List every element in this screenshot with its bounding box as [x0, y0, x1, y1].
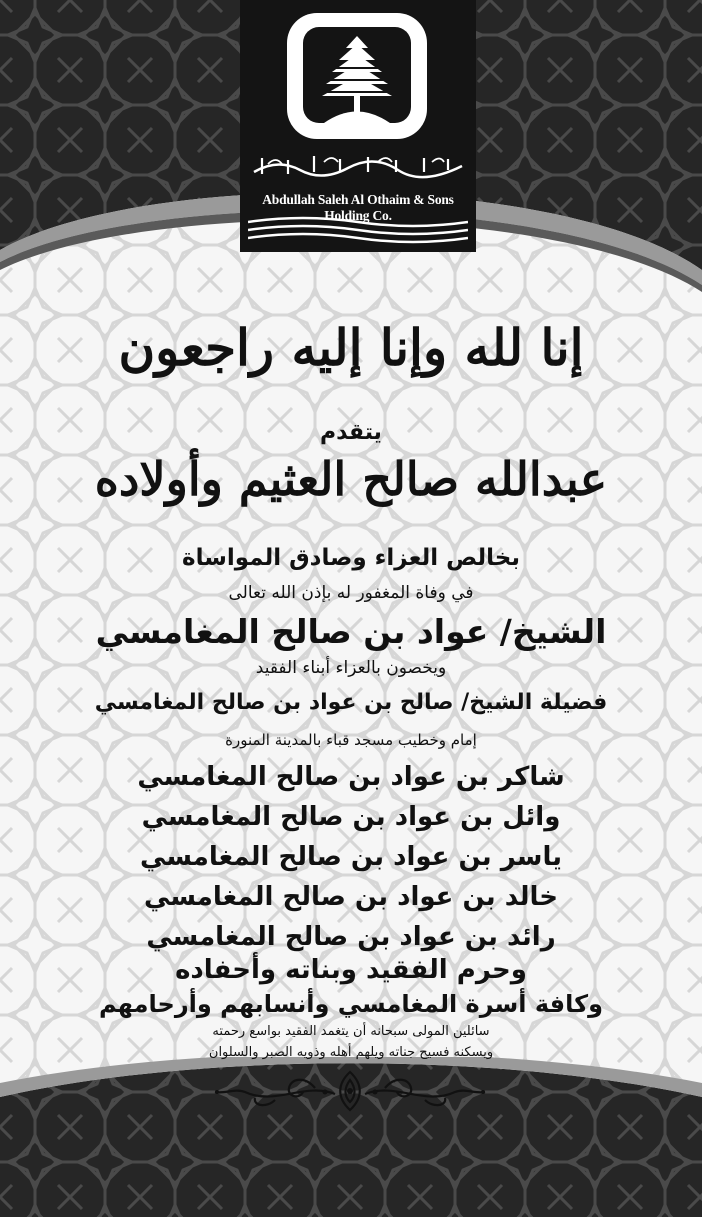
family-line-2: وكافة أسرة المغامسي وأنسابهم وأرحامهم	[98, 990, 603, 1018]
logo-wave-stripes	[248, 216, 468, 246]
prayer-line-2: ويسكنه فسيح جناته ويلهم أهله وذويه الصبر والسلوان	[208, 1045, 494, 1060]
deceased-name: الشيخ/ عواد بن صالح المغامسي	[95, 612, 607, 651]
company-name-arabic-logotype	[248, 150, 468, 180]
tree-emblem-icon	[284, 10, 430, 142]
company-logo	[240, 0, 476, 252]
family-line-1: وحرم الفقيد وبناته وأحفاده	[175, 955, 527, 985]
son-name-2: وائل بن عواد بن صالح المغامسي	[141, 802, 561, 832]
son-name-5: رائد بن عواد بن صالح المغامسي	[146, 922, 556, 952]
son-name-3: ياسر بن عواد بن صالح المغامسي	[140, 842, 562, 872]
prayer-line-1: سائلين المولى سبحانه أن يتغمد الفقيد بواسع رحمته	[212, 1024, 490, 1039]
sender-name: عبدالله صالح العثيم وأولاده	[94, 452, 608, 506]
specify-sons-line: ويخصون بالعزاء أبناء الفقيد	[255, 658, 447, 678]
quran-verse-heading: إنا لله وإنا إليه راجعون	[118, 318, 584, 377]
eldest-son-title: إمام وخطيب مسجد قباء بالمدينة المنورة	[225, 731, 477, 749]
son-name-4: خالد بن عواد بن صالح المغامسي	[144, 882, 558, 912]
son-name-1: شاكر بن عواد بن صالح المغامسي	[137, 762, 565, 792]
condolence-line: بخالص العزاء وصادق المواساة	[182, 545, 520, 571]
eldest-son-name: فضيلة الشيخ/ صالح بن عواد بن صالح المغامسي	[94, 690, 608, 715]
floral-ornament-icon	[205, 1066, 495, 1116]
presents-label: يتقدم	[320, 420, 382, 445]
on-death-line: في وفاة المغفور له بإذن الله تعالى	[228, 583, 474, 603]
company-name-english: Abdullah Saleh Al Othaim & Sons Holding Co.	[262, 192, 454, 223]
